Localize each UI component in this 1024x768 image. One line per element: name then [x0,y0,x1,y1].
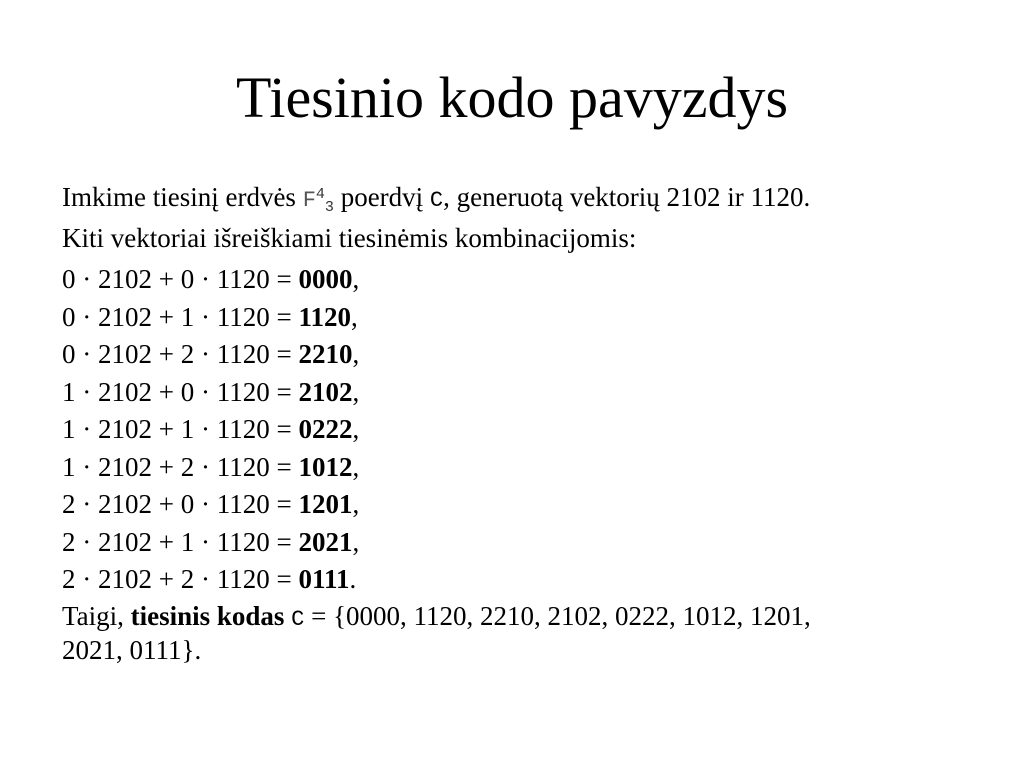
combination-punct: , [352,489,360,519]
combination-expression: 2 · 2102 + 0 · 1120 = [62,489,299,519]
combination-result: 1201 [298,489,353,519]
combination-row [62,486,982,524]
combination-expression: 1 · 2102 + 0 · 1120 = [62,376,299,407]
combination-row [62,374,982,412]
combination-row [62,561,982,599]
combination-result: 0111 [298,564,350,594]
combination-result: 2210 [298,339,353,369]
conclusion-paragraph [62,601,982,665]
combination-result: 2021 [298,526,353,557]
conclusion-code-symbol: C [291,606,305,632]
combination-punct: , [352,264,360,294]
combination-punct: , [352,414,360,444]
field-notation [302,186,334,216]
field-symbol: F [302,188,316,213]
combination-result: 1012 [298,451,353,482]
combination-row [62,299,982,337]
combination-result: 1120 [298,301,351,332]
combination-row [62,524,982,562]
combination-punct: . [349,564,357,594]
combination-expression: 2 · 2102 + 2 · 1120 = [62,564,299,594]
intro-text-1: Imkime tiesinį erdvės [62,182,303,212]
combination-row [62,449,982,487]
slide-content [62,180,982,665]
intro-text-3: , generuotą vektorių 2102 ir 1120. [443,182,811,212]
conclusion-line-2: 2021, 0111}. [62,634,202,665]
intro-text-2: poerdvį [333,182,430,212]
combination-punct: , [352,339,360,369]
combination-punct: , [350,301,358,332]
combination-result: 0222 [298,414,353,444]
combination-expression: 2 · 2102 + 1 · 1120 = [62,526,299,557]
combination-row [62,336,982,374]
combination-punct: , [352,451,360,482]
combination-row [62,261,982,299]
combination-list [62,261,982,599]
combination-punct: , [352,526,360,557]
combination-row [62,411,982,449]
field-subscript: 3 [324,199,334,216]
conclusion-text: = {0000, 1120, 2210, 2102, 0222, 1012, 1201, [304,600,811,631]
slide-title: Tiesinio kodo pavyzdys [235,65,789,130]
combination-result: 2102 [298,376,353,407]
combination-punct: , [352,376,360,407]
combination-expression: 0 · 2102 + 1 · 1120 = [62,301,299,332]
field-exponent: 4 [315,186,325,203]
combination-result: 0000 [298,264,353,294]
conclusion-term: tiesinis kodas [130,600,285,631]
combination-expression: 0 · 2102 + 2 · 1120 = [62,339,299,369]
combination-expression: 1 · 2102 + 2 · 1120 = [62,451,299,482]
code-symbol: C [429,188,444,213]
intro-line-2: Kiti vektoriai išreiškiami tiesinėmis kombinacijomis: [62,223,637,253]
combination-expression: 0 · 2102 + 0 · 1120 = [62,264,299,294]
intro-paragraph [62,180,982,253]
combination-expression: 1 · 2102 + 1 · 1120 = [62,414,299,444]
conclusion-prefix: Taigi, [62,600,131,631]
